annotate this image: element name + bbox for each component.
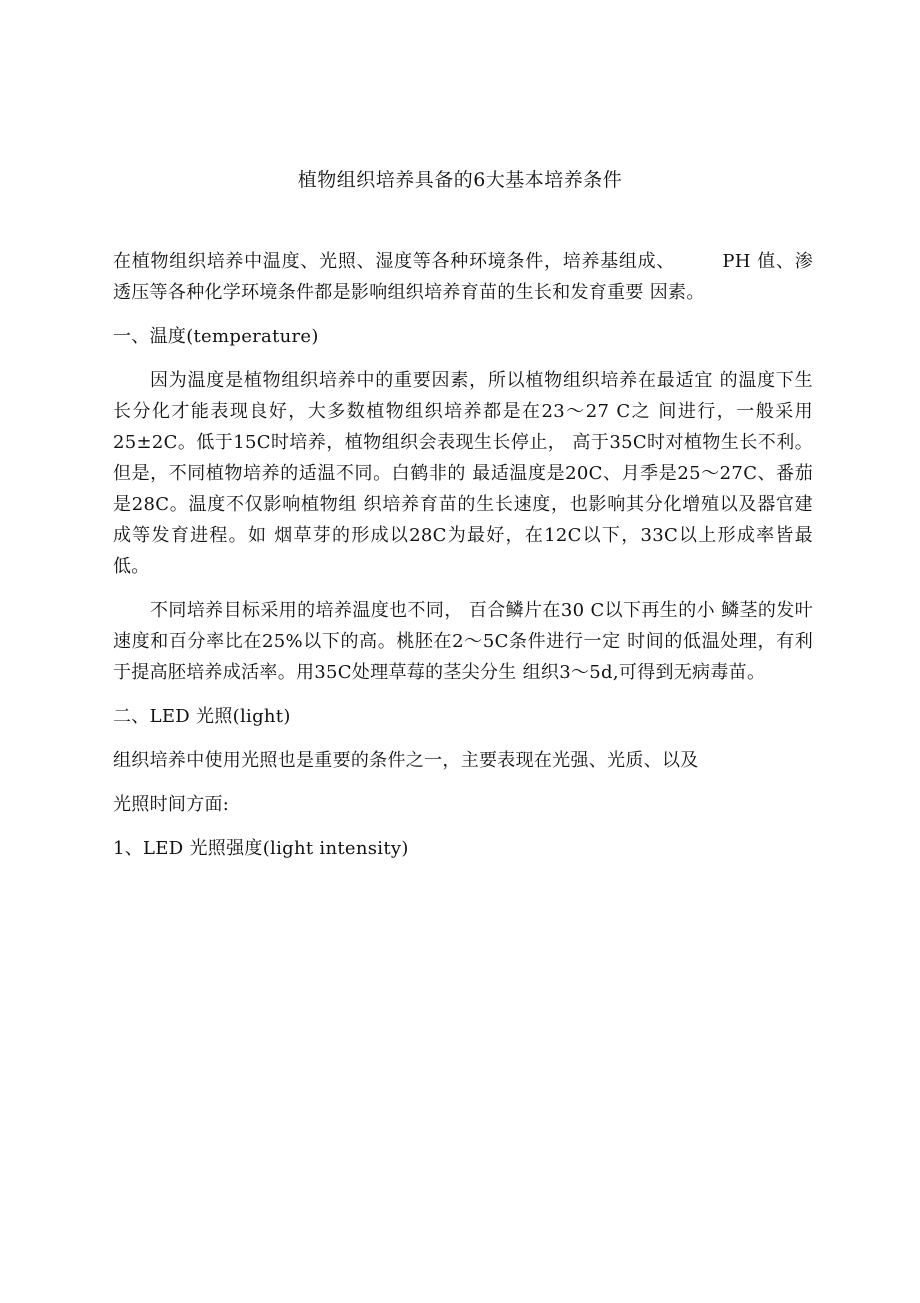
section-heading-light: 二、LED 光照(light) — [113, 706, 291, 727]
light-paragraph-line-1: 组织培养中使用光照也是重要的条件之一，主要表现在光强、光质、以及 — [113, 750, 699, 771]
section-heading-temperature: 一、温度(temperature) — [113, 326, 319, 347]
subheading-light-intensity: 1、LED 光照强度(light intensity) — [113, 838, 409, 859]
light-paragraph-line-2: 光照时间方面: — [113, 794, 230, 815]
temperature-paragraph-1: 因为温度是植物组织培养中的重要因素，所以植物组织培养在最适宜 的温度下生长分化才能表现良好，大多数植物组织培养都是在23～27 C之 间进行，一般采用25±2C。低于15C时培养，植物组织会表现生长停止， 高于35C时对植物生长不利。但是，不同植物培养的适温不同。白鹤非的 最适温度是20C、月季是25～27C、番茄是28C。温度不仅影响植物组 织培养育苗的生长速度，也影响其分化增殖以及器官建成等发育进程。如 烟草芽的形成以28C为最好，在12C以下，33C以上形成率皆最低。 — [113, 370, 813, 577]
document-body — [113, 246, 813, 877]
temperature-paragraph-2: 不同培养目标采用的培养温度也不同， 百合鳞片在30 C以下再生的小 鳞茎的发叶速度和百分率比在25%以下的高。桃胚在2～5C条件进行一定 时间的低温处理，有利于提高胚培养成活率。用35C处理草莓的茎尖分生 组织3～5d,可得到无病毒苗。 — [113, 600, 813, 683]
intro-paragraph: 在植物组织培养中温度、光照、湿度等各种环境条件，培养基组成、 PH 值、渗透压等各种化学环境条件都是影响组织培养育苗的生长和发育重要 因素。 — [113, 251, 813, 303]
document-title: 植物组织培养具备的6大基本培养条件 — [297, 169, 623, 191]
